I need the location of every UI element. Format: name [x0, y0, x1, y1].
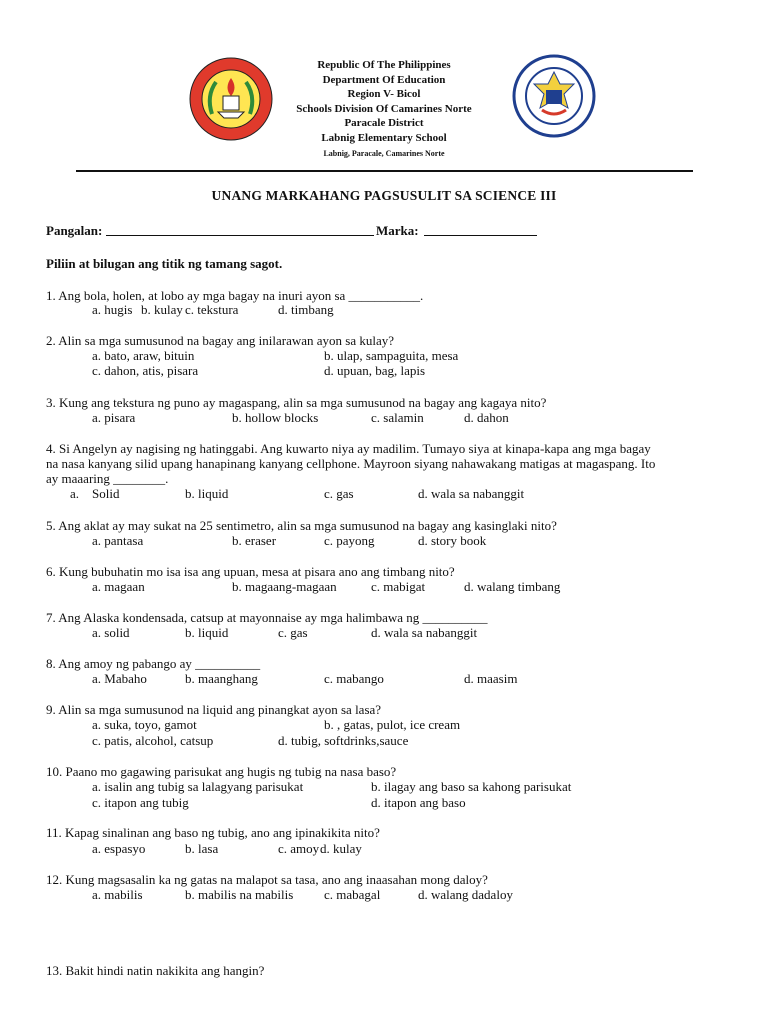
question-text: 4. Si Angelyn ay nagising ng hatinggabi. Ang kuwarto niya ay madilim. Tumayo siya at kinapa-kapa ang mga bagay	[46, 441, 651, 456]
option[interactable]: a. magaan	[92, 579, 145, 594]
option[interactable]: a. suka, toyo, gamot	[92, 717, 197, 732]
option[interactable]: a. bato, araw, bituin	[92, 348, 195, 363]
question-text: 5. Ang aklat ay may sukat na 25 sentimetro, alin sa mga sumusunod na bagay ang kasinglaki nito?	[46, 518, 557, 533]
option[interactable]: d. upuan, bag, lapis	[324, 363, 426, 378]
option[interactable]: b. liquid	[185, 486, 229, 501]
option[interactable]: b. mabilis na mabilis	[185, 887, 294, 902]
option[interactable]: d. kulay	[320, 841, 362, 856]
question-text: 2. Alin sa mga sumusunod na bagay ang inilarawan ayon sa kulay?	[46, 333, 395, 348]
option[interactable]: d. wala sa nabanggit	[371, 625, 478, 640]
option[interactable]: c. dahon, atis, pisara	[92, 363, 199, 378]
name-field[interactable]	[106, 224, 374, 236]
option[interactable]: b. ulap, sampaguita, mesa	[324, 348, 459, 363]
option[interactable]: d. tubig, softdrinks,sauce	[278, 733, 409, 748]
option[interactable]: a. pisara	[92, 410, 136, 425]
option[interactable]: a. isalin ang tubig sa lalagyang parisukat	[92, 779, 304, 794]
header-rule	[76, 170, 693, 172]
header-line: Labnig Elementary School	[321, 131, 447, 144]
option[interactable]: a.	[70, 486, 80, 501]
score-label: Marka:	[376, 223, 419, 238]
question-text: 1. Ang bola, holen, at lobo ay mga bagay na inuri ayon sa ___________.	[46, 288, 424, 303]
question-text: 8. Ang amoy ng pabango ay __________	[46, 656, 261, 671]
option[interactable]: b. liquid	[185, 625, 229, 640]
instructions: Piliin at bilugan ang titik ng tamang sagot.	[46, 256, 283, 271]
option[interactable]: d. story book	[418, 533, 487, 548]
question-text: 11. Kapag sinalinan ang baso ng tubig, ano ang ipinakikita nito?	[46, 825, 380, 840]
option[interactable]: d. itapon ang baso	[371, 795, 466, 810]
question-text: 10. Paano mo gagawing parisukat ang hugis ng tubig na nasa baso?	[46, 764, 397, 779]
option[interactable]: b. , gatas, pulot, ice cream	[324, 717, 461, 732]
header-line: Schools Division Of Camarines Norte	[296, 102, 472, 115]
question-text: 7. Ang Alaska kondensada, catsup at mayonnaise ay mga halimbawa ng __________	[46, 610, 488, 625]
option[interactable]: b. hollow blocks	[232, 410, 319, 425]
option[interactable]: d. dahon	[464, 410, 509, 425]
option[interactable]: d. timbang	[278, 302, 334, 317]
option[interactable]: d. maasim	[464, 671, 518, 686]
header-line: Region V- Bicol	[347, 88, 421, 100]
option[interactable]: c. mabigat	[371, 579, 426, 594]
question-text: na nasa kanyang silid upang hanapinang kanyang cellphone. Mayroon siyang nahawakang matigas at magaspang. Ito	[46, 456, 656, 471]
option[interactable]: b. lasa	[185, 841, 219, 856]
score-field[interactable]	[424, 224, 537, 236]
option[interactable]: c. amoy	[278, 841, 320, 856]
option[interactable]: c. gas	[324, 486, 354, 501]
option[interactable]: b. magaang-magaan	[232, 579, 337, 594]
option[interactable]: c. salamin	[371, 410, 424, 425]
option[interactable]: d. walang dadaloy	[418, 887, 513, 902]
option[interactable]: b. maanghang	[185, 671, 258, 686]
option[interactable]: Solid	[92, 486, 120, 501]
option[interactable]: c. tekstura	[185, 302, 239, 317]
question-text: 12. Kung magsasalin ka ng gatas na malapot sa tasa, ano ang inaasahan mong daloy?	[46, 872, 488, 887]
option[interactable]: a. pantasa	[92, 533, 144, 548]
option[interactable]: b. eraser	[232, 533, 277, 548]
option[interactable]: c. patis, alcohol, catsup	[92, 733, 214, 748]
option[interactable]: c. itapon ang tubig	[92, 795, 189, 810]
option[interactable]: a. Mabaho	[92, 671, 147, 686]
page-title: UNANG MARKAHANG PAGSUSULIT SA SCIENCE III	[211, 188, 557, 203]
question-text: 13. Bakit hindi natin nakikita ang hangin?	[46, 963, 265, 978]
option[interactable]: c. payong	[324, 533, 375, 548]
question-text: 9. Alin sa mga sumusunod na liquid ang pinangkat ayon sa lasa?	[46, 702, 382, 717]
name-label: Pangalan:	[46, 223, 103, 238]
option[interactable]: a. espasyo	[92, 841, 146, 856]
question-text: ay maaaring ________.	[46, 471, 169, 486]
option[interactable]: b. ilagay ang baso sa kahong parisukat	[371, 779, 572, 794]
question-text: 3. Kung ang tekstura ng puno ay magaspang, alin sa mga sumusunod na bagay ang kagaya nito?	[46, 395, 547, 410]
header-line: Paracale District	[344, 117, 424, 129]
option[interactable]: d. wala sa nabanggit	[418, 486, 525, 501]
option[interactable]: b. kulay	[141, 302, 183, 317]
option[interactable]: d. walang timbang	[464, 579, 561, 594]
header-line: Republic Of The Philippines	[317, 59, 451, 71]
question-text: 6. Kung bubuhatin mo isa isa ang upuan, mesa at pisara ano ang timbang nito?	[46, 564, 455, 579]
option[interactable]: c. gas	[278, 625, 308, 640]
header-line: Department Of Education	[322, 73, 446, 86]
header-address: Labnig, Paracale, Camarines Norte	[323, 149, 445, 158]
option[interactable]: a. solid	[92, 625, 130, 640]
option[interactable]: c. mabango	[324, 671, 384, 686]
option[interactable]: c. mabagal	[324, 887, 381, 902]
option[interactable]: a. mabilis	[92, 887, 143, 902]
option[interactable]: a. hugis	[92, 302, 133, 317]
